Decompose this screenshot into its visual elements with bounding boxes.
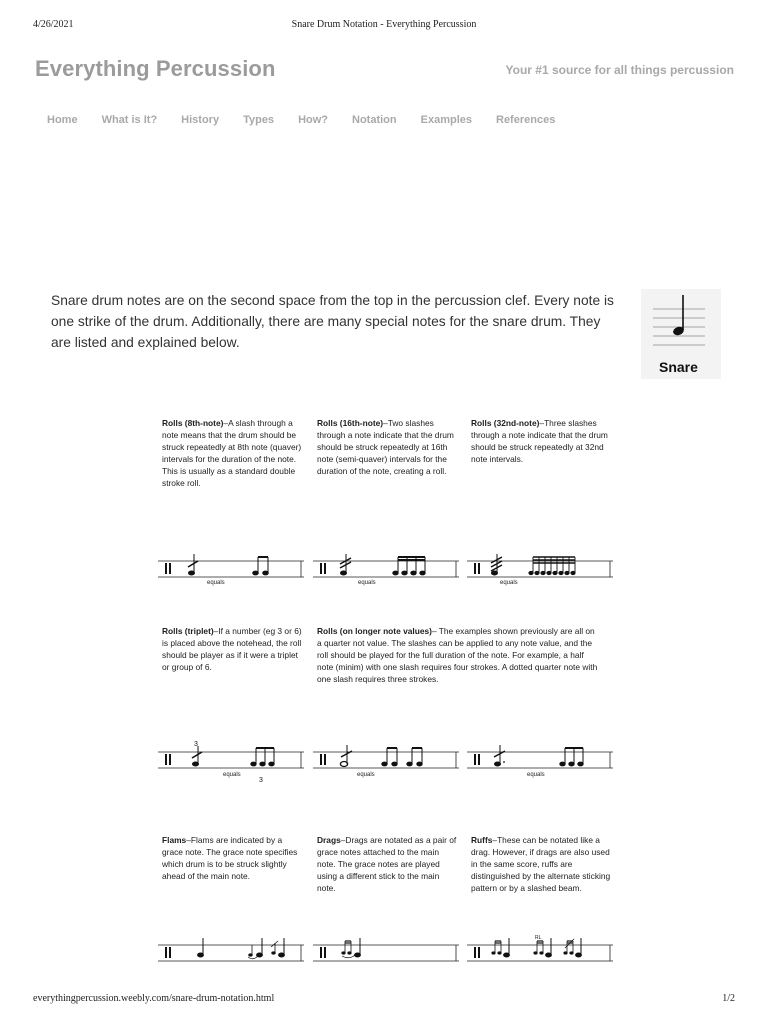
triplet-number: 3 bbox=[259, 777, 263, 784]
site-title[interactable]: Everything Percussion bbox=[35, 56, 276, 81]
nav-notation[interactable]: Notation bbox=[352, 114, 397, 126]
nav-references[interactable]: References bbox=[496, 114, 556, 126]
staff-rolls-8th bbox=[158, 551, 304, 591]
staff-rolls-half-note bbox=[313, 738, 459, 786]
desc-rolls-triplet: Rolls (triplet)–If a number (eg 3 or 6) is placed above the notehead, the roll should be player as if it were a triplet or group of 6. bbox=[162, 626, 302, 673]
equals-label: equals bbox=[223, 772, 241, 778]
intro-paragraph: Snare drum notes are on the second space from the top in the percussion clef. Every note is one strike of the drum. Additionally, there are many special notes for the snare drum. They are listed and explained below. bbox=[51, 293, 614, 350]
print-date: 4/26/2021 bbox=[33, 19, 74, 30]
print-header bbox=[0, 19, 768, 33]
equals-label: equals bbox=[500, 580, 518, 586]
print-footer bbox=[0, 993, 768, 1007]
equals-label: equals bbox=[527, 772, 545, 778]
staff-drags bbox=[313, 935, 459, 975]
staff-rolls-16th bbox=[313, 551, 459, 591]
site-tagline: Your #1 source for all things percussion bbox=[505, 63, 734, 77]
snare-clef-image bbox=[641, 289, 721, 379]
equals-label: equals bbox=[358, 580, 376, 586]
nav-home[interactable]: Home bbox=[47, 114, 78, 126]
desc-rolls-8th: Rolls (8th-note)–A slash through a note means that the drum should be struck repeatedly at 8th note (quaver) intervals for the duration of the note. This is usually as a standard double stroke roll. bbox=[162, 418, 302, 489]
nav-what-is-it[interactable]: What is It? bbox=[101, 114, 158, 126]
main-nav bbox=[35, 114, 567, 130]
staff-ruffs bbox=[467, 935, 613, 975]
nav-history[interactable]: History bbox=[181, 114, 220, 126]
desc-rolls-32nd: Rolls (32nd-note)–Three slashes through a note indicate that the drum should be struck repeatedly at 32nd note intervals. bbox=[471, 418, 608, 465]
desc-rolls-longer: Rolls (on longer note values)– The examples shown previously are all on a quarter not value. The slashes can be applied to any note value, and the roll should be played for the full duration of the note. For example, a half note (minim) with one slash requires four strokes. A dotted quarter note with one slash requires three strokes. bbox=[317, 626, 598, 685]
desc-drags: Drags–Drags are notated as a pair of grace notes attached to the main note. The grace notes are played using a different stick to the main note. bbox=[317, 835, 457, 894]
nav-examples[interactable]: Examples bbox=[420, 114, 472, 126]
equals-label: equals bbox=[357, 772, 375, 778]
desc-ruffs: Ruffs–These can be notated like a drag. However, if drags are also used in the same score, ruffs are distinguished by the alternate sticking pattern or by a slashed beam. bbox=[471, 835, 611, 894]
notation-sheet-image bbox=[150, 405, 620, 985]
snare-clef-label: Snare bbox=[659, 359, 698, 375]
triplet-number: 3 bbox=[194, 741, 198, 748]
print-url: everythingpercussion.weebly.com/snare-drum-notation.html bbox=[33, 993, 275, 1004]
ruff-sticking-label: RL bbox=[535, 935, 542, 941]
staff-rolls-32nd bbox=[467, 551, 613, 591]
print-page-title: Snare Drum Notation - Everything Percussion bbox=[291, 19, 477, 30]
print-page-number: 1/2 bbox=[722, 993, 735, 1004]
desc-rolls-16th: Rolls (16th-note)–Two slashes through a note indicate that the drum should be struck repeatedly at 16th note (semi-quaver) intervals for the duration of the note, creating a roll. bbox=[317, 418, 454, 477]
nav-types[interactable]: Types bbox=[243, 114, 275, 126]
staff-rolls-dotted-quarter bbox=[467, 738, 613, 786]
staff-flams bbox=[158, 935, 304, 975]
equals-label: equals bbox=[207, 580, 225, 586]
desc-flams: Flams–Flams are indicated by a grace note. The grace note specifies which drum is to be struck slightly ahead of the main note. bbox=[162, 835, 298, 882]
staff-rolls-triplet bbox=[158, 738, 304, 786]
nav-how[interactable]: How? bbox=[298, 114, 329, 126]
